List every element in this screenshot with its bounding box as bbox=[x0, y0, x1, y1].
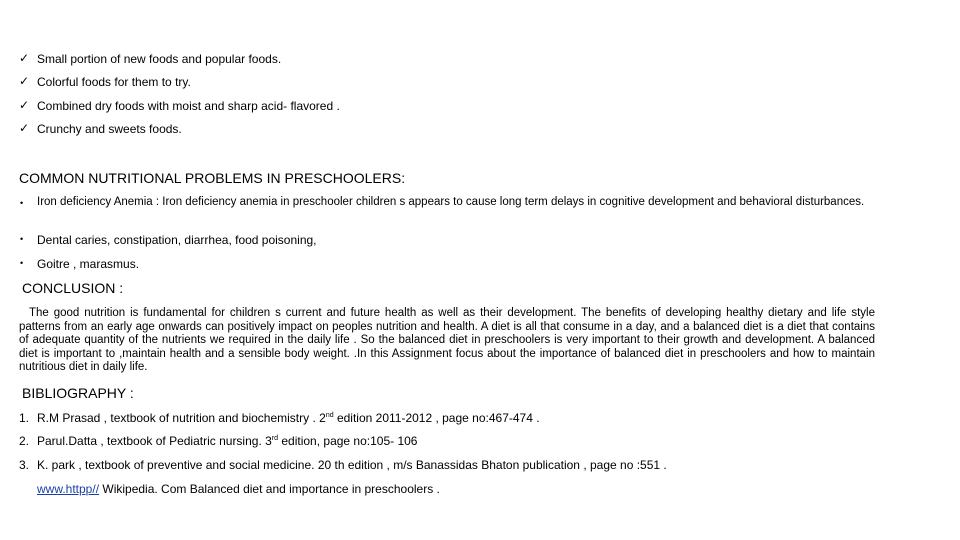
tip-item: Combined dry foods with moist and sharp acid- flavored . bbox=[37, 99, 340, 113]
check-icon: ✓ bbox=[19, 51, 30, 65]
reference-item: K. park , textbook of preventive and social medicine. 20 th edition , m/s Banassidas Bhaton publication , page no :551 . bbox=[37, 458, 667, 472]
bullet-icon: • bbox=[20, 198, 24, 208]
ref-number: 1. bbox=[19, 411, 30, 425]
tip-item: Colorful foods for them to try. bbox=[37, 75, 191, 89]
bullet-icon: • bbox=[20, 258, 24, 268]
conclusion-heading: CONCLUSION : bbox=[22, 280, 124, 296]
conclusion-text: The good nutrition is fundamental for children s current and future health as well as their development. The benefits of developing healthy dietary and life style patterns from an early age onwards can positively impact on peoples nutrition and health. A diet is all that consume in a day, and a balanced diet is a diet that contains of adequate quantity of the nutrients we required in the daily life . So the balanced diet in preschoolers is very important to their growth and development. A balanced diet is important to ,maintain health and a sensible body weight. .In this Assignment focus about the importance of balanced diet in preschoolers and how to maintain nutritious diet in daily life. bbox=[19, 307, 875, 373]
problem-item: Dental caries, constipation, diarrhea, food poisoning, bbox=[37, 233, 317, 247]
check-icon: ✓ bbox=[19, 98, 30, 112]
tip-item: Crunchy and sweets foods. bbox=[37, 122, 182, 136]
reference-item: Parul.Datta , textbook of Pediatric nursing. 3rd edition, page no:105- 106 bbox=[37, 434, 418, 448]
check-icon: ✓ bbox=[19, 74, 30, 88]
ref-number: 3. bbox=[19, 458, 30, 472]
problem-item: Goitre , marasmus. bbox=[37, 257, 140, 271]
problems-heading: COMMON NUTRITIONAL PROBLEMS IN PRESCHOOLERS: bbox=[19, 170, 406, 186]
reference-link[interactable]: www.httpp// bbox=[37, 482, 100, 496]
check-icon: ✓ bbox=[19, 121, 30, 135]
bibliography-heading: BIBLIOGRAPHY : bbox=[22, 385, 134, 401]
tip-item: Small portion of new foods and popular foods. bbox=[37, 52, 282, 66]
reference-item: R.M Prasad , textbook of nutrition and biochemistry . 2nd edition 2011-2012 , page no:467-474 . bbox=[37, 411, 540, 425]
reference-link-line: www.httpp// Wikipedia. Com Balanced diet and importance in preschoolers . bbox=[37, 482, 440, 496]
ref-number: 2. bbox=[19, 434, 30, 448]
bullet-icon: • bbox=[20, 234, 24, 244]
problem-item: Iron deficiency Anemia : Iron deficiency anemia in preschooler children s appears to cause long term delays in cognitive development and behavioral disturbances. bbox=[37, 196, 865, 208]
